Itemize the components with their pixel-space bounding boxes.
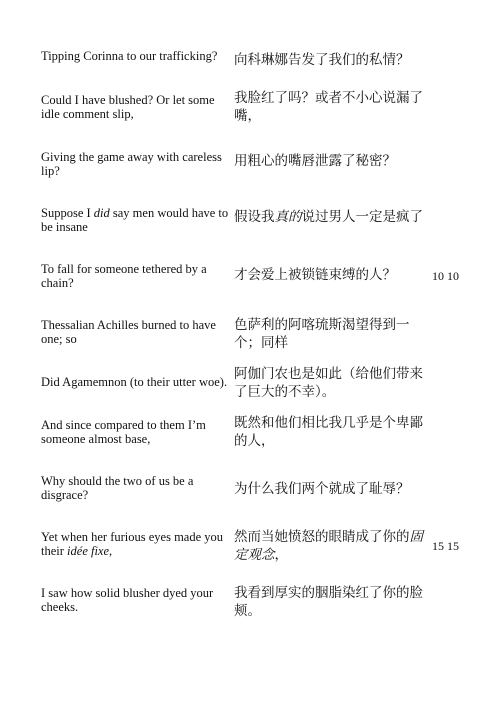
chinese-line: 我看到厚实的胭脂染红了你的脸颊。	[234, 585, 423, 619]
verse-row	[0, 150, 500, 206]
chinese-text: ，	[274, 547, 288, 563]
chinese-line: 向科琳娜告发了我们的私情？	[234, 52, 410, 68]
english-line: Could I have blushed? Or let some idle comment slip,	[41, 93, 215, 121]
chinese-line: 用粗心的嘴唇泄露了秘密？	[234, 153, 396, 169]
chinese-line: 才会爱上被锁链束缚的人？	[234, 267, 396, 283]
chinese-text: 然而当她愤怒的眼睛成了你的	[234, 529, 410, 545]
chinese-text: 说过男人一定是疯了	[301, 209, 423, 225]
chinese-line: 色萨利的阿喀琉斯渴望得到一个；同样	[234, 317, 410, 351]
english-line: Giving the game away with careless lip?	[41, 150, 222, 178]
chinese-emphasis: 固定观念	[234, 529, 423, 563]
verse-row	[0, 90, 500, 149]
english-line	[41, 530, 231, 558]
english-line: I saw how solid blusher dyed your cheeks.	[41, 586, 214, 614]
chinese-emphasis: 真的	[274, 209, 302, 225]
chinese-line: 为什么我们两个就成了耻辱？	[234, 481, 410, 497]
chinese-line: 既然和他们相比我几乎是个卑鄙的人，	[234, 415, 423, 449]
verse-row	[0, 474, 500, 530]
english-line: Why should the two of us be a disgrace?	[41, 474, 194, 502]
english-text: say men would have to be insane	[41, 206, 229, 234]
chinese-line: 阿伽门农也是如此（给他们带来了巨大的不幸）。	[234, 366, 423, 400]
line-number: 15 15	[432, 539, 459, 553]
english-emphasis: idée fixe	[67, 544, 110, 558]
english-line: To fall for someone tethered by a chain?	[41, 262, 207, 290]
english-text: Yet when her furious eyes made you their	[41, 530, 224, 558]
verse-row	[0, 530, 500, 586]
english-text: Suppose I	[41, 206, 94, 220]
verse-row	[0, 206, 500, 262]
english-line: Did Agamemnon (to their utter woe).	[41, 375, 228, 389]
english-line: Tipping Corinna to our trafficking?	[41, 49, 218, 63]
english-text: ,	[109, 544, 113, 558]
verse-row	[0, 586, 500, 642]
english-emphasis: did	[93, 206, 110, 220]
chinese-line	[234, 528, 430, 564]
chinese-line	[234, 208, 430, 226]
verse-row	[0, 262, 500, 318]
line-number: 10 10	[432, 269, 459, 283]
chinese-line: 我脸红了吗？或者不小心说漏了嘴，	[234, 90, 423, 124]
english-line: And since compared to them I’m someone almost base,	[41, 418, 206, 446]
english-line	[41, 206, 231, 234]
english-line: Thessalian Achilles burned to have one; so	[41, 318, 216, 346]
chinese-text: 假设我	[234, 209, 275, 225]
verse-row	[0, 415, 500, 474]
